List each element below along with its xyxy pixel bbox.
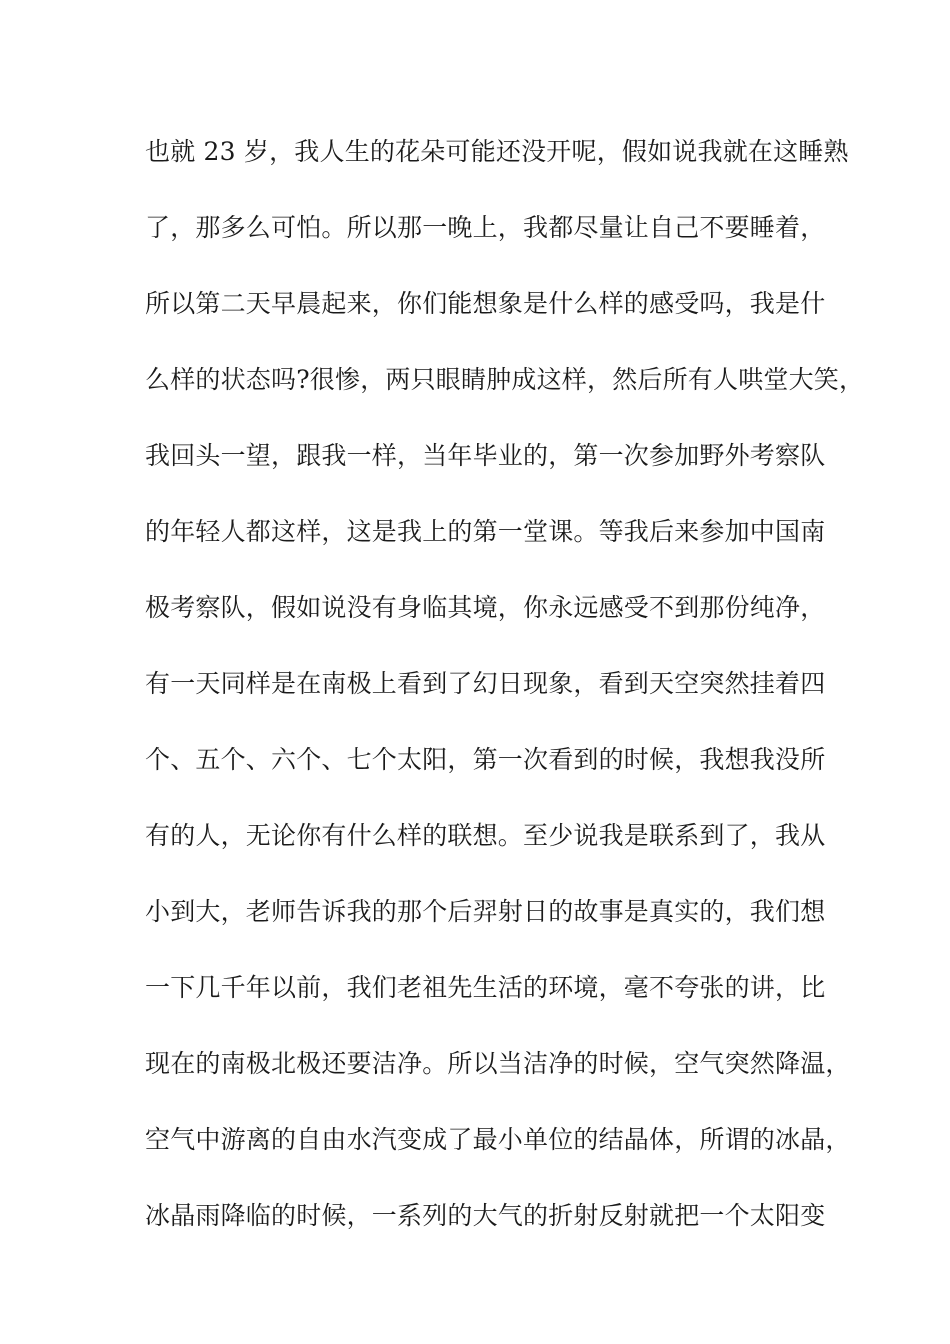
text-line-6: 的年轻人都这样，这是我上的第一堂课。等我后来参加中国南 [145, 517, 826, 546]
text-line-7: 极考察队，假如说没有身临其境，你永远感受不到那份纯净， [145, 593, 826, 622]
text-line-8: 有一天同样是在南极上看到了幻日现象，看到天空突然挂着四 [145, 669, 826, 698]
body-text [145, 128, 865, 1268]
text-line-9: 个、五个、六个、七个太阳，第一次看到的时候，我想我没所 [145, 745, 826, 774]
text-line-1: 也就 23 岁，我人生的花朵可能还没开呢，假如说我就在这睡熟 [145, 137, 849, 166]
text-line-5: 我回头一望，跟我一样，当年毕业的，第一次参加野外考察队 [145, 441, 826, 470]
text-line-11: 小到大，老师告诉我的那个后羿射日的故事是真实的，我们想 [145, 897, 826, 926]
text-line-13: 现在的南极北极还要洁净。所以当洁净的时候，空气突然降温， [145, 1049, 851, 1078]
text-line-2: 了，那多么可怕。所以那一晚上，我都尽量让自己不要睡着， [145, 213, 826, 242]
text-line-10: 有的人，无论你有什么样的联想。至少说我是联系到了，我从 [145, 821, 826, 850]
text-line-4: 么样的状态吗?很惨，两只眼睛肿成这样，然后所有人哄堂大笑， [145, 365, 865, 394]
text-line-3: 所以第二天早晨起来，你们能想象是什么样的感受吗，我是什 [145, 289, 826, 318]
text-line-14: 空气中游离的自由水汽变成了最小单位的结晶体，所谓的冰晶， [145, 1125, 851, 1154]
text-line-15: 冰晶雨降临的时候，一系列的大气的折射反射就把一个太阳变 [145, 1201, 826, 1230]
text-line-12: 一下几千年以前，我们老祖先生活的环境，毫不夸张的讲，比 [145, 973, 826, 1002]
